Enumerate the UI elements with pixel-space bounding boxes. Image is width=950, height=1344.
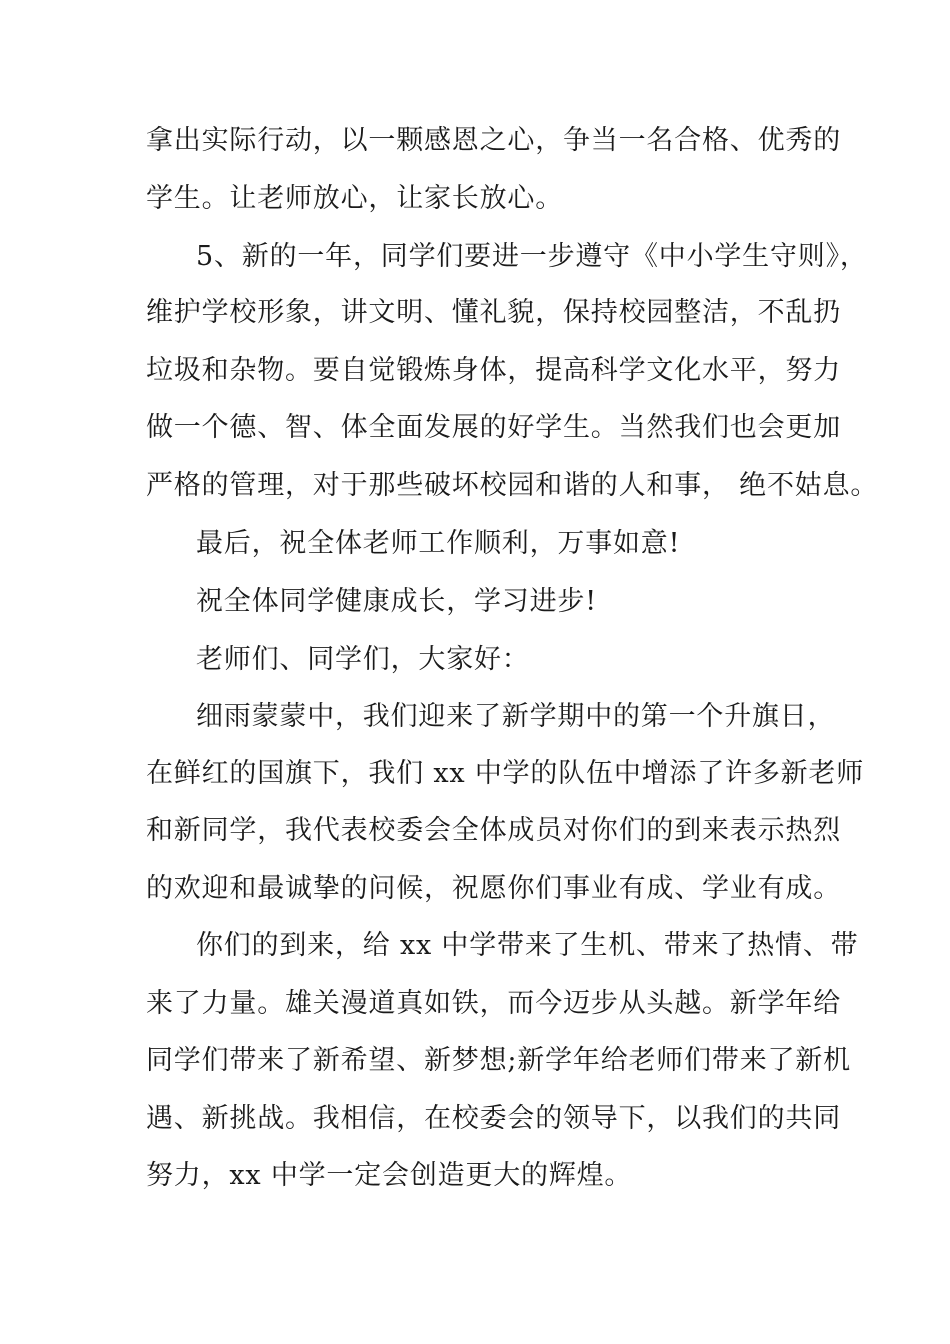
text-line: 5、新的一年，同学们要进一步遵守《中小学生守则》， xyxy=(196,241,868,272)
text-line: 同学们带来了新希望、新梦想;新学年给老师们带来了新机 xyxy=(146,1045,851,1076)
text-line: 努力，xx 中学一定会创造更大的辉煌。 xyxy=(146,1160,633,1191)
text-line: 你们的到来，给 xx 中学带来了生机、带来了热情、带 xyxy=(196,930,859,961)
text-line: 和新同学，我代表校委会全体成员对你们的到来表示热烈 xyxy=(146,815,841,846)
text-line: 垃圾和杂物。要自觉锻炼身体，提高科学文化水平，努力 xyxy=(146,355,841,386)
text-line: 做一个德、智、体全面发展的好学生。当然我们也会更加 xyxy=(146,412,841,443)
text-line: 细雨蒙蒙中，我们迎来了新学期中的第一个升旗日， xyxy=(196,701,836,732)
text-line: 的欢迎和最诚挚的问候，祝愿你们事业有成、学业有成。 xyxy=(146,873,841,904)
text-line: 祝全体同学健康成长，学习进步! xyxy=(196,586,597,617)
text-line: 最后，祝全体老师工作顺利，万事如意! xyxy=(196,528,681,559)
text-line: 老师们、同学们，大家好： xyxy=(196,644,530,675)
text-line: 严格的管理，对于那些破坏校园和谐的人和事， 绝不姑息。 xyxy=(146,470,879,501)
text-line: 维护学校形象，讲文明、懂礼貌，保持校园整洁，不乱扔 xyxy=(146,297,841,328)
text-line: 在鲜红的国旗下，我们 xx 中学的队伍中增添了许多新老师 xyxy=(146,758,865,789)
text-line: 来了力量。雄关漫道真如铁，而今迈步从头越。新学年给 xyxy=(146,988,841,1019)
text-line: 遇、新挑战。我相信，在校委会的领导下，以我们的共同 xyxy=(146,1103,841,1134)
text-line: 学生。让老师放心，让家长放心。 xyxy=(146,183,563,214)
text-line: 拿出实际行动，以一颗感恩之心，争当一名合格、优秀的 xyxy=(146,125,841,156)
